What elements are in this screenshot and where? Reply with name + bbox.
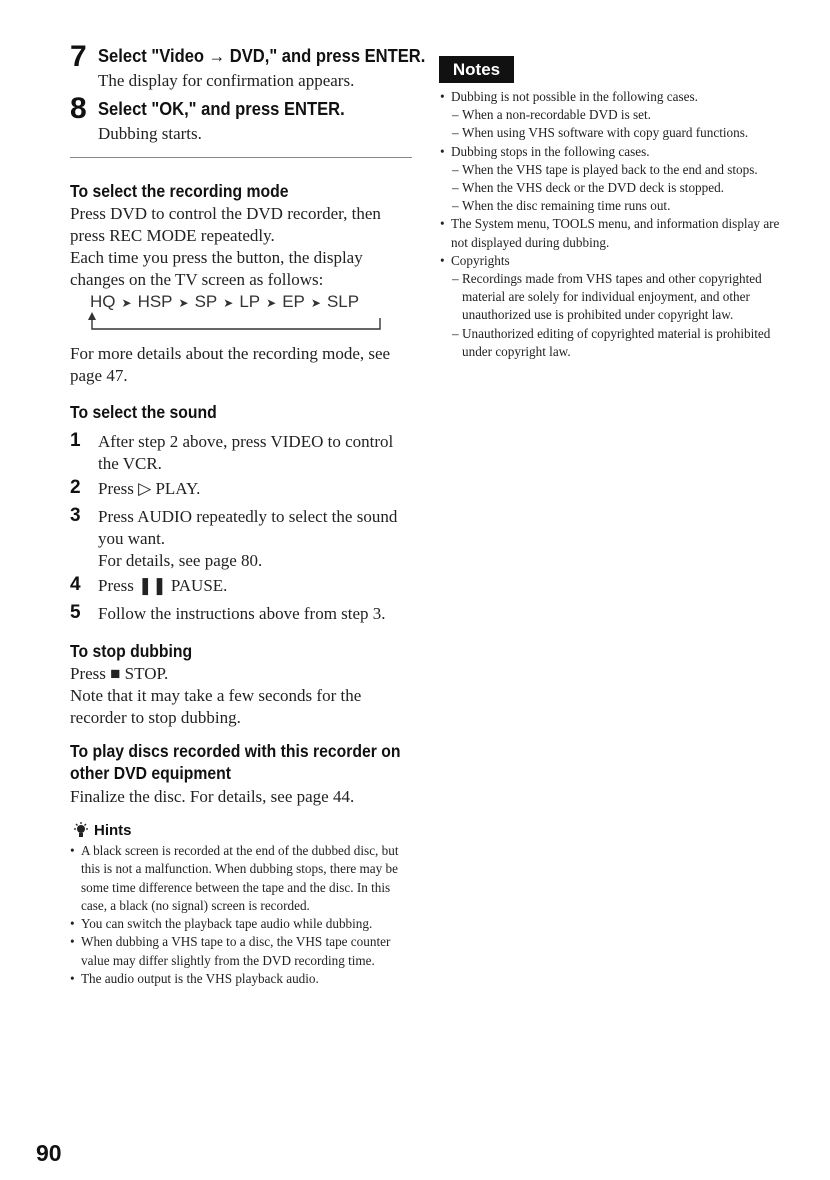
- list-item: • A black screen is recorded at the end of the dubbed disc, but this is not a malfunction. When dubbing stops, there may be some time difference between the tape and the disc. In this case, a black (no signal) screen is recorded.: [70, 842, 415, 915]
- sound-step-4-number: 4: [70, 574, 81, 595]
- loop-back-arrow-icon: [88, 312, 388, 334]
- arrow-right-icon: ➤: [223, 295, 234, 310]
- play-other-heading-line1: To play discs recorded with this recorder on: [70, 741, 401, 761]
- sound-step-1-text: After step 2 above, press VIDEO to control the VCR.: [98, 432, 394, 473]
- note-text: The System menu, TOOLS menu, and information display are not displayed during dubbing.: [451, 216, 780, 250]
- mode-hq: HQ: [90, 292, 116, 311]
- sound-step-2-number: 2: [70, 477, 81, 498]
- step-7-title: Select "Video → DVD," and press ENTER.: [98, 46, 426, 66]
- sub-list-item: – When the disc remaining time runs out.: [440, 197, 780, 215]
- arrow-right-icon: ➤: [310, 295, 321, 310]
- sound-step-4-text: Press ❚❚ PAUSE.: [98, 576, 228, 595]
- list-item: [440, 252, 780, 361]
- stop-dubbing-heading: To stop dubbing: [70, 641, 193, 661]
- step-7-body: The display for confirmation appears.: [98, 71, 355, 90]
- sub-list-item: – When the VHS tape is played back to the end and stops.: [440, 161, 780, 179]
- hints-list: [70, 842, 415, 988]
- arrow-right-icon: ➤: [266, 295, 277, 310]
- sound-step-3-extra: For details, see page 80.: [98, 551, 263, 570]
- lightbulb-icon: [73, 822, 89, 840]
- play-other-heading-line2: other DVD equipment: [70, 763, 232, 783]
- step-7-number: 7: [70, 40, 87, 73]
- recording-mode-para3: For more details about the recording mode, see page 47.: [70, 344, 391, 385]
- note-text: Dubbing stops in the following cases.: [451, 143, 650, 159]
- sound-step-3-number: 3: [70, 505, 81, 526]
- notes-list: [440, 88, 780, 361]
- sound-step-5-number: 5: [70, 602, 81, 623]
- note-text: Copyrights: [451, 252, 510, 268]
- recording-mode-para2: Each time you press the button, the display changes on the TV screen as follows:: [70, 248, 363, 289]
- sound-step-2-text: Press ▷ PLAY.: [98, 479, 201, 498]
- step-8-number: 8: [70, 92, 87, 125]
- arrow-right-icon: ➤: [121, 295, 132, 310]
- sub-list-item: – Unauthorized editing of copyrighted material is prohibited under copyright law.: [440, 325, 780, 361]
- step-8-body: Dubbing starts.: [98, 124, 202, 143]
- recording-mode-sequence: [90, 292, 359, 312]
- list-item: • When dubbing a VHS tape to a disc, the VHS tape counter value may differ slightly from the DVD recording time.: [70, 933, 415, 970]
- sub-list-item: – When a non-recordable DVD is set.: [440, 106, 780, 124]
- stop-dubbing-line2: Note that it may take a few seconds for the recorder to stop dubbing.: [70, 686, 362, 727]
- recording-mode-para1: Press DVD to control the DVD recorder, then press REC MODE repeatedly.: [70, 204, 381, 245]
- sub-list-item: – When using VHS software with copy guard functions.: [440, 124, 780, 142]
- sound-step-5-text: Follow the instructions above from step 3.: [98, 604, 386, 623]
- page-number: 90: [36, 1140, 62, 1166]
- sound-step-1-number: 1: [70, 430, 81, 451]
- list-item: • You can switch the playback tape audio while dubbing.: [70, 915, 415, 933]
- sub-list-item: – When the VHS deck or the DVD deck is stopped.: [440, 179, 780, 197]
- step-8-title: Select "OK," and press ENTER.: [98, 99, 345, 119]
- recording-mode-heading: To select the recording mode: [70, 181, 289, 201]
- section-divider: [70, 157, 412, 158]
- mode-lp: LP: [239, 292, 261, 311]
- hints-title: Hints: [94, 822, 132, 839]
- sound-step-3-text: Press AUDIO repeatedly to select the sound you want.: [98, 507, 398, 548]
- sound-heading: To select the sound: [70, 402, 217, 422]
- list-item: [440, 215, 780, 251]
- list-item: [440, 143, 780, 216]
- list-item: • The audio output is the VHS playback audio.: [70, 970, 415, 988]
- mode-hsp: HSP: [137, 292, 173, 311]
- arrow-right-icon: ➤: [178, 295, 189, 310]
- notes-title: Notes: [439, 56, 514, 83]
- mode-slp: SLP: [326, 292, 360, 311]
- sub-list-item: – Recordings made from VHS tapes and other copyrighted material are solely for individual enjoyment, and other unauthorized use is prohibited under copyright law.: [440, 270, 780, 325]
- list-item: [440, 88, 780, 143]
- stop-dubbing-line1: Press ■ STOP.: [70, 664, 169, 683]
- play-other-body: Finalize the disc. For details, see page 44.: [70, 787, 355, 806]
- mode-ep: EP: [282, 292, 305, 311]
- note-text: Dubbing is not possible in the following cases.: [451, 89, 698, 104]
- mode-sp: SP: [194, 292, 218, 311]
